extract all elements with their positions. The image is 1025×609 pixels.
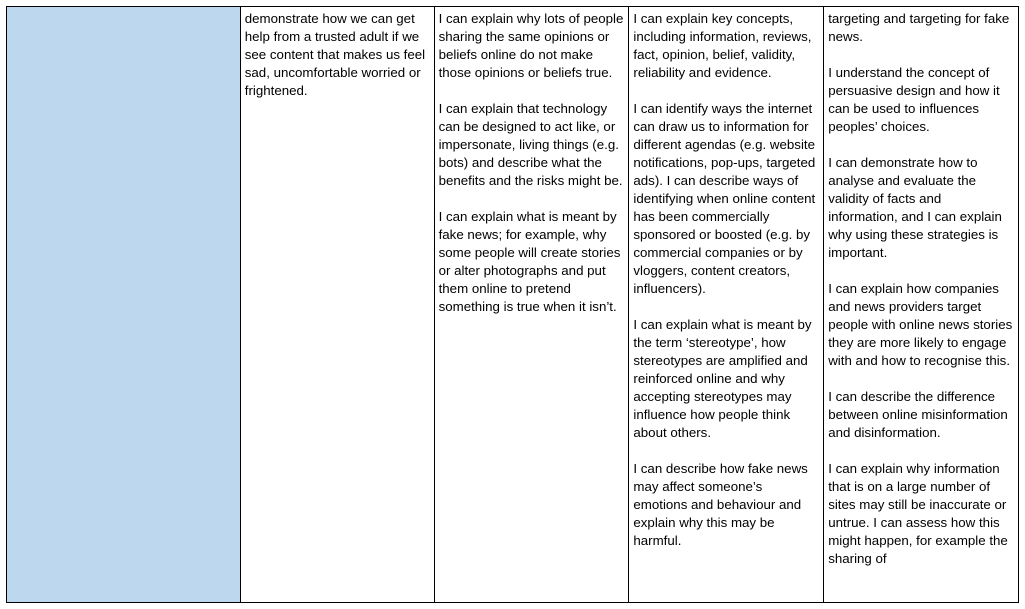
cell-paragraph: targeting and targeting for fake news. — [828, 11, 1010, 44]
cell-paragraph: I can identify ways the internet can draw us to information for different agendas (e.g. website notifications, pop-ups, targeted ads). I can describe ways of identifying when online content has been commercially sponsored or boosted (e.g. by commercial companies or by vloggers, content creators, influencers). — [633, 101, 816, 296]
cell-paragraph: I can demonstrate how to analyse and evaluate the validity of facts and information, and I can explain why using these strategies is important. — [828, 155, 1002, 260]
cell-paragraph: I understand the concept of persuasive design and how it can be used to influences peoples’ choices. — [828, 65, 1000, 134]
cell-paragraph: I can explain that technology can be designed to act like, or impersonate, living things (e.g. bots) and describe what the benefits and the risks might be. — [438, 101, 623, 188]
table-cell-column-2 — [435, 7, 630, 602]
cell-paragraph: I can explain what is meant by the term ‘stereotype’, how stereotypes are amplified and reinforced online and why accepting stereotypes may influence how people think about others. — [633, 317, 812, 440]
cell-paragraph: I can explain what is meant by fake news; for example, why some people will create stories or alter photographs and put them online to pretend something is true when it isn’t. — [438, 209, 621, 314]
table-cell-column-3 — [629, 7, 824, 602]
table-cell-column-1 — [241, 7, 435, 602]
cell-paragraph: I can explain why lots of people sharing the same opinions or beliefs online do not make those opinions or beliefs true. — [438, 11, 624, 80]
table-cell-blue-header — [7, 7, 241, 602]
cell-paragraph: demonstrate how we can get help from a trusted adult if we see content that makes us feel sad, uncomfortable worried or frightened. — [244, 11, 426, 98]
content-table — [6, 6, 1019, 603]
cell-paragraph: I can describe the difference between online misinformation and disinformation. — [828, 389, 1008, 440]
cell-paragraph: I can explain key concepts, including information, reviews, fact, opinion, belief, validity, reliability and evidence. — [633, 11, 812, 80]
cell-paragraph: I can explain why information that is on a large number of sites may still be inaccurate or untrue. I can assess how this might happen, for example the sharing of — [828, 461, 1008, 566]
table-cell-column-4 — [824, 7, 1019, 602]
cell-paragraph: I can explain how companies and news providers target people with online news stories they are more likely to engage with and how to recognise this. — [828, 281, 1013, 368]
cell-paragraph: I can describe how fake news may affect someone’s emotions and behaviour and explain why this may be harmful. — [633, 461, 808, 548]
